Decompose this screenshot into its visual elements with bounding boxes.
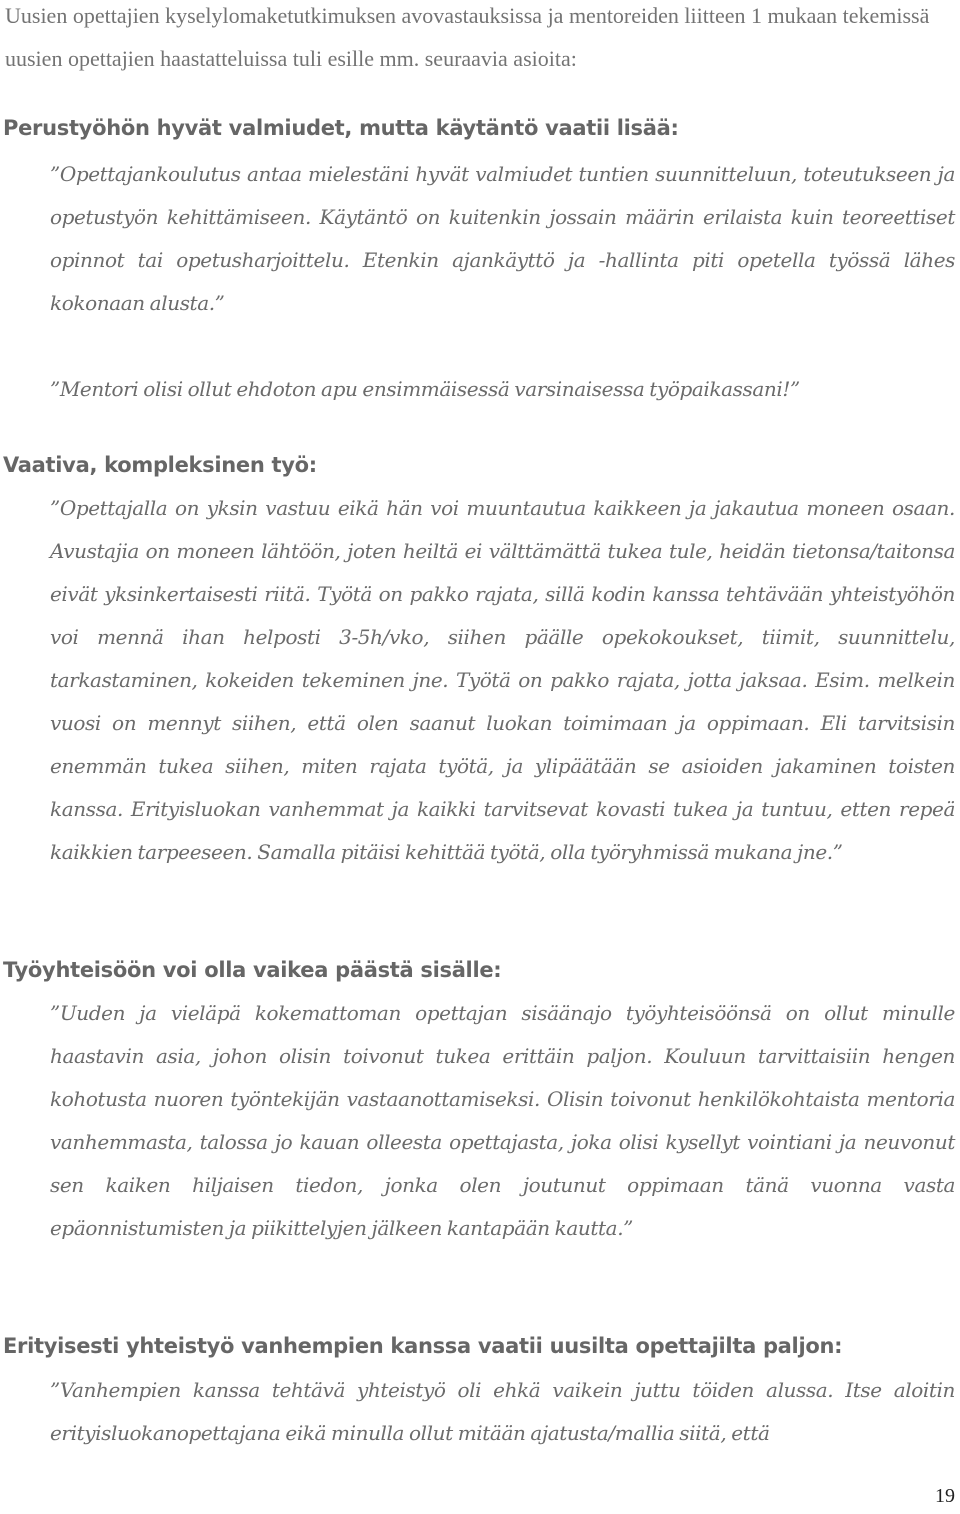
- quote-opettajalla: ”Opettajalla on yksin vastuu eikä hän voi muuntautua kaikkeen ja jakautua moneen osaan. Avustajia on moneen lähtöön, joten heiltä ei välttämättä tukea tule, heidän tietonsa/taitonsa eivät yksinkertaisesti riitä. Työtä on pakko rajata, sillä kodin kanssa tehtävään yhteistyöhön voi mennä ihan helposti 3-5h/vko, siihen päälle opekokoukset, tiimit, suunnittelu, tarkastaminen, kokeiden tekeminen jne. Työtä on pakko rajata, jotta jaksaa. Esim. melkein vuosi on mennyt siihen, että olen saanut luokan toimimaan ja oppimaan. Eli tarvitsisin enemmän tukea siihen, miten rajata työtä, ja ylipäätään se asioiden jakaminen toisten kanssa. Erityisluokan vanhemmat ja kaikki tarvitsevat kovasti tukea ja tuntuu, etten repeä kaikkien tarpeeseen. Samalla pitäisi kehittää työtä, olla työryhmissä mukana jne.”: [50, 496, 955, 864]
- section-heading-erityisesti: Erityisesti yhteistyö vanhempien kanssa vaatii uusilta opettajilta paljon:: [3, 1334, 843, 1358]
- section-heading-vaativa: Vaativa, kompleksinen työ:: [3, 453, 317, 477]
- intro-paragraph: Uusien opettajien kyselylomaketutkimuksen avovastauksissa ja mentoreiden liitteen 1 mukaan tekemissä uusien opettajien haastatteluissa tuli esille mm. seuraavia asioita:: [5, 3, 930, 71]
- page-number: 19: [935, 1485, 955, 1507]
- quote-opettajankoulutus: ”Opettajankoulutus antaa mielestäni hyvät valmiudet tuntien suunnitteluun, toteutukseen ja opetustyön kehittämiseen. Käytäntö on kuitenkin jossain määrin erilaista kuin teoreettiset opinnot tai opetusharjoittelu. Etenkin ajankäyttö ja -hallinta piti opetella työssä lähes kokonaan alusta.”: [50, 162, 955, 315]
- quote-vanhempien: ”Vanhempien kanssa tehtävä yhteistyö oli ehkä vaikein juttu töiden alussa. Itse aloitin erityisluokanopettajana eikä minulla ollut mitään ajatusta/mallia siitä, että: [50, 1378, 955, 1445]
- section-heading-perustyo: Perustyöhön hyvät valmiudet, mutta käytäntö vaatii lisää:: [3, 116, 679, 140]
- quote-uuden: ”Uuden ja vieläpä kokemattoman opettajan sisäänajo työyhteisöönsä on ollut minulle haastavin asia, johon olisin toivonut tukea erittäin paljon. Kouluun tarvittaisiin hengen kohotusta nuoren työntekijän vastaanottamiseksi. Olisin toivonut henkilökohtaista mentoria vanhemmasta, talossa jo kauan olleesta opettajasta, joka olisi kysellyt vointiani ja neuvonut sen kaiken hiljaisen tiedon, jonka olen joutunut oppimaan tänä vuonna vasta epäonnistumisten ja piikittelyjen jälkeen kantapään kautta.”: [50, 1001, 955, 1240]
- section-heading-tyoyhteiso: Työyhteisöön voi olla vaikea päästä sisälle:: [3, 958, 502, 982]
- quote-mentori: ”Mentori olisi ollut ehdoton apu ensimmäisessä varsinaisessa työpaikassani!”: [50, 377, 800, 401]
